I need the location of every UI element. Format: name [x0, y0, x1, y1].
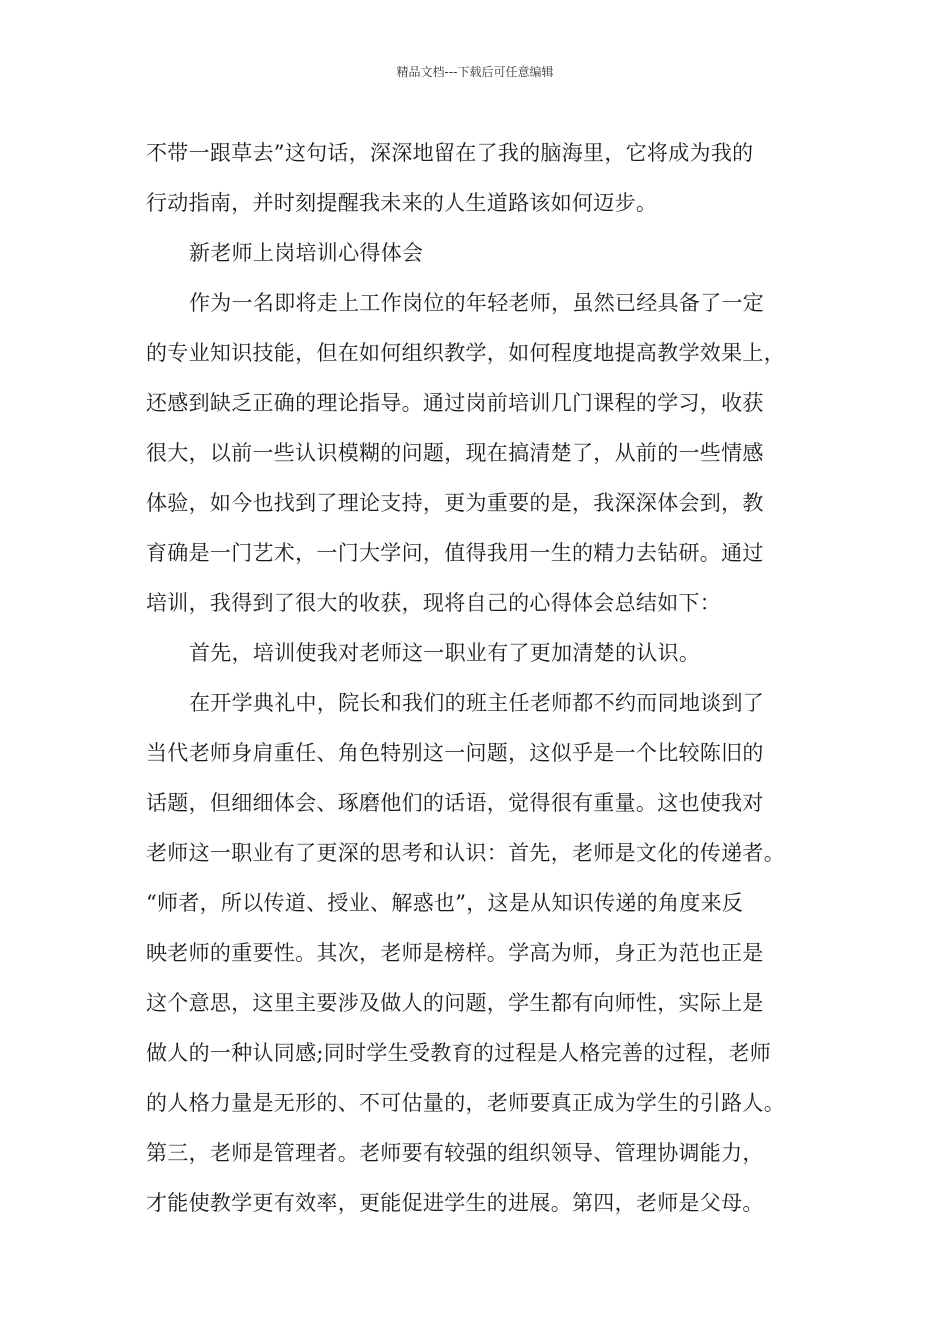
text-line: 做人的一种认同感;同时学生受教育的过程是人格完善的过程，老师	[146, 1041, 772, 1065]
text-line: 不带一跟草去”这句话，深深地留在了我的脑海里，它将成为我的	[146, 141, 754, 165]
text-line: 话题，但细细体会、琢磨他们的话语，觉得很有重量。这也使我对	[146, 791, 764, 815]
text-line: 映老师的重要性。其次，老师是榜样。学高为师，身正为范也正是	[146, 941, 764, 965]
text-line: 行动指南，并时刻提醒我未来的人生道路该如何迈步。	[146, 191, 658, 215]
text-line: 作为一名即将走上工作岗位的年轻老师，虽然已经具备了一定	[189, 291, 765, 315]
text-line: 在开学典礼中，院长和我们的班主任老师都不约而同地谈到了	[189, 691, 765, 715]
text-line: 很大，以前一些认识模糊的问题，现在搞清楚了，从前的一些情感	[146, 441, 764, 465]
text-line: 的人格力量是无形的、不可估量的，老师要真正成为学生的引路人。	[146, 1091, 785, 1115]
text-line: 这个意思，这里主要涉及做人的问题，学生都有向师性，实际上是	[146, 991, 764, 1015]
text-line: 育确是一门艺术，一门大学问，值得我用一生的精力去钻研。通过	[146, 541, 764, 565]
text-line: 还感到缺乏正确的理论指导。通过岗前培训几门课程的学习，收获	[146, 391, 764, 415]
page-header: 精品文档---下载后可任意编辑	[396, 65, 554, 79]
text-line: “师者，所以传道、授业、解惑也”，这是从知识传递的角度来反	[146, 891, 744, 915]
text-line: 当代老师身肩重任、角色特别这一问题，这似乎是一个比较陈旧的	[146, 741, 764, 765]
text-line: 的专业知识技能，但在如何组织教学，如何程度地提高教学效果上，	[146, 341, 785, 365]
body-text	[146, 128, 826, 1228]
text-line: 老师这一职业有了更深的思考和认识：首先，老师是文化的传递者。	[146, 841, 785, 865]
text-line: 培训，我得到了很大的收获，现将自己的心得体会总结如下：	[146, 591, 722, 615]
text-line: 首先，培训使我对老师这一职业有了更加清楚的认识。	[189, 641, 701, 665]
text-line: 体验，如今也找到了理论支持，更为重要的是，我深深体会到，教	[146, 491, 764, 515]
text-line: 第三，老师是管理者。老师要有较强的组织领导、管理协调能力，	[146, 1141, 764, 1165]
text-line: 才能使教学更有效率，更能促进学生的进展。第四，老师是父母。	[146, 1191, 764, 1215]
section-title: 新老师上岗培训心得体会	[189, 241, 424, 265]
